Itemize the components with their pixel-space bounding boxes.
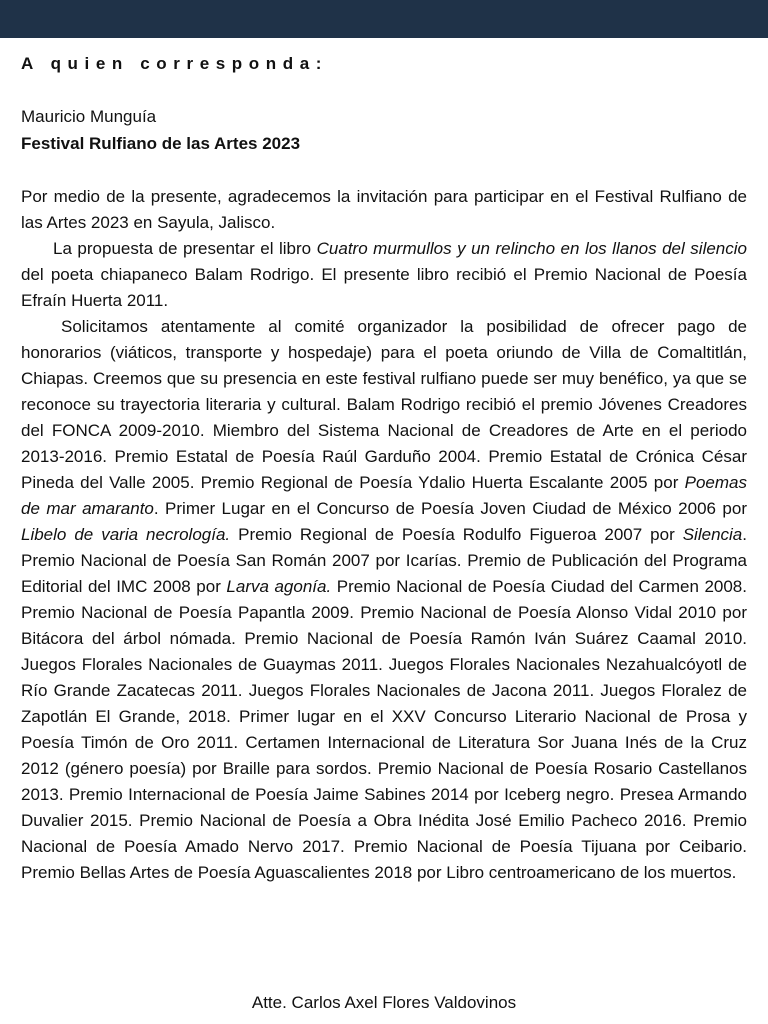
salutation: A quien corresponda: <box>21 54 329 73</box>
request-text-3: Premio Regional de Poesía Rodulfo Figueroa 2007 por <box>230 525 683 544</box>
proposal-text-before: La propuesta de presentar el libro <box>53 239 317 258</box>
book-title: Cuatro murmullos y un relincho en los llanos del silencio <box>316 239 747 258</box>
work-title-3: Silencia <box>682 525 743 544</box>
letter-body <box>21 50 747 886</box>
proposal-text-after: del poeta chiapaneco Balam Rodrigo. El presente libro recibió el Premio Nacional de Poesía Efraín Huerta 2011. <box>21 265 747 310</box>
recipient-organization: Festival Rulfiano de las Artes 2023 <box>21 134 301 153</box>
header-bar <box>0 0 768 38</box>
request-text-4: . Premio Nacional de Poesía San Román 2007 por Icarías. Premio de Publicación del Programa Editorial del IMC 2008 por <box>21 525 747 596</box>
letter-content <box>21 184 747 886</box>
request-text-5: Premio Nacional de Poesía Ciudad del Carmen 2008. Premio Nacional de Poesía Papantla 2009. Premio Nacional de Poesía Alonso Vidal 2010 por Bitácora del árbol nómada. Premio Nacional de Poesía Ramón Iván Suárez Caamal 2010. Juegos Florales Nacionales de Guaymas 2011. Juegos Florales Nacionales Nezahualcóyotl de Río Grande Zacatecas 2011. Juegos Florales Nacionales de Jacona 2011. Juegos Floralez de Zapotlán El Grande, 2018. Primer lugar en el XXV Concurso Literario Nacional de Prosa y Poesía Timón de Oro 2011. Certamen Internacional de Literatura Sor Juana Inés de la Cruz 2012 (género poesía) por Braille para sordos. Premio Nacional de Poesía Rosario Castellanos 2013. Premio Internacional de Poesía Jaime Sabines 2014 por Iceberg negro. Presea Armando Duvalier 2015. Premio Nacional de Poesía a Obra Inédita José Emilio Pacheco 2016. Premio Nacional de Poesía Amado Nervo 2017. Premio Nacional de Poesía Tijuana por Ceibario. Premio Bellas Artes de Poesía Aguascalientes 2018 por Libro centroamericano de los muertos. <box>21 577 747 882</box>
request-text-1: Solicitamos atentamente al comité organizador la posibilidad de ofrecer pago de honorarios (viáticos, transporte y hospedaje) para el poeta oriundo de Villa de Comaltitlán, Chiapas. Creemos que su presencia en este festival rulfiano puede ser muy benéfico, ya que se reconoce su trayectoria literaria y cultural. Balam Rodrigo recibió el premio Jóvenes Creadores del FONCA 2009-2010. Miembro del Sistema Nacional de Creadores de Arte en el periodo 2013-2016. Premio Estatal de Poesía Raúl Garduño 2004. Premio Estatal de Crónica César Pineda del Valle 2005. Premio Regional de Poesía Ydalio Huerta Escalante 2005 por <box>21 317 747 492</box>
paragraph-proposal <box>21 236 747 314</box>
signature: Atte. Carlos Axel Flores Valdovinos <box>251 993 517 1012</box>
recipient-name: Mauricio Munguía <box>21 107 157 126</box>
request-text-2: . Primer Lugar en el Concurso de Poesía Joven Ciudad de México 2006 por <box>153 499 747 518</box>
work-title-1: Poemas de mar amaranto <box>21 473 747 518</box>
work-title-4: Larva agonía. <box>226 577 332 596</box>
work-title-2: Libelo de varia necrología. <box>21 525 231 544</box>
paragraph-request <box>21 314 747 886</box>
paragraph-invitation: Por medio de la presente, agradecemos la invitación para participar en el Festival Rulfiano de las Artes 2023 en Sayula, Jalisco. <box>21 187 747 232</box>
